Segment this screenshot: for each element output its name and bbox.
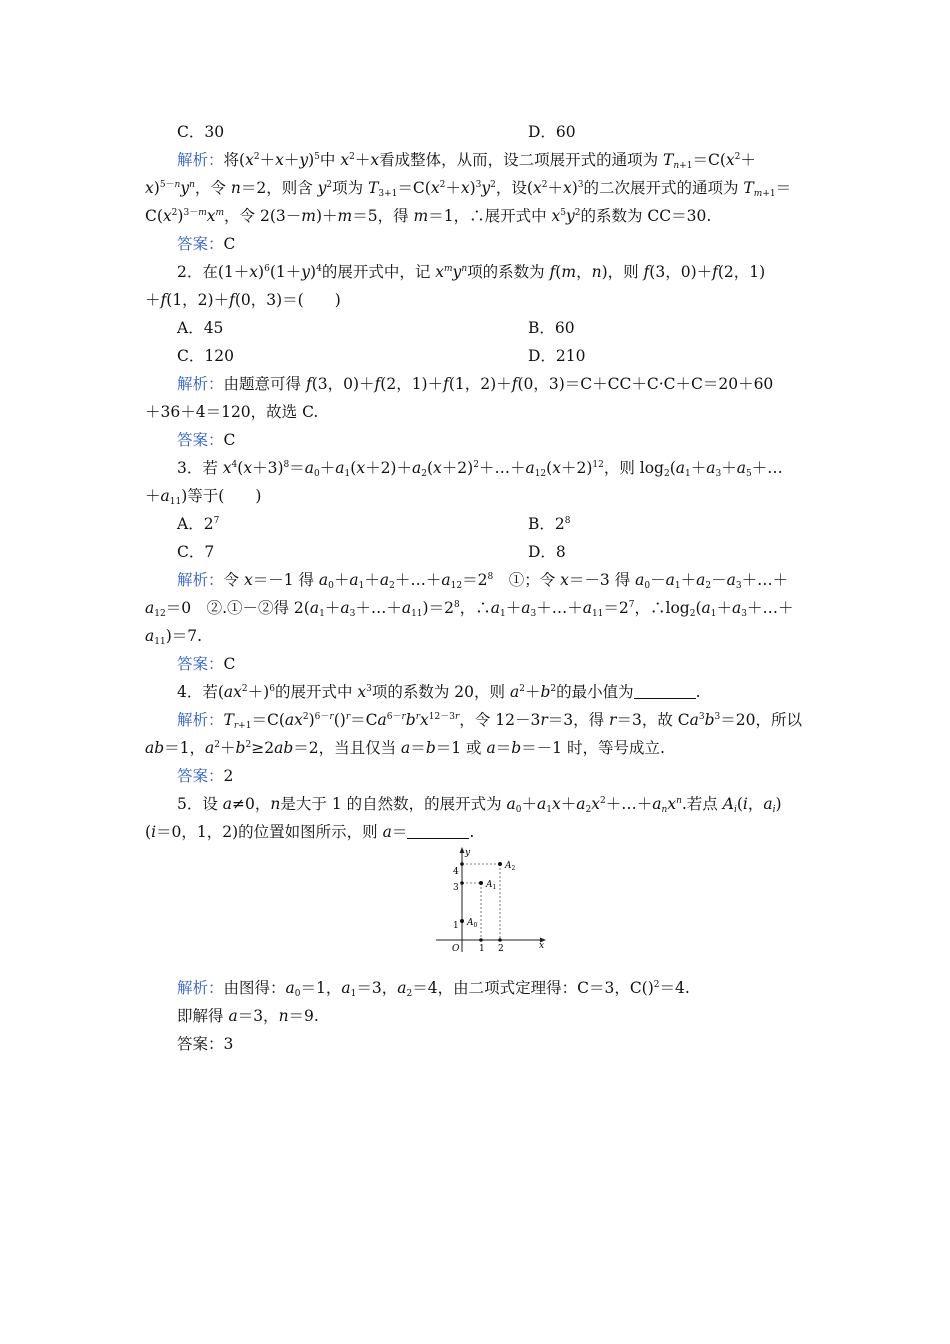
question-3: 3．若 $x^4(x+3)^8=a_0+a_1(x+2)+a_2(x+2)^2+\dots+a_{12}(x+2)^{12}$，则 $\log_2(a_1+a_3+a_5+\dots$ [177, 459, 783, 479]
final-answer: 答案：3 [177, 1035, 234, 1053]
answer-value: C [223, 655, 236, 673]
question-2: 2．在$(1+x)^6(1+y)^4$的展开式中，记 $x^my^n$项的系数为 f(m，n)，则 f(3，0)＋f(2，1) [177, 263, 766, 281]
answer-label: 答案： [177, 767, 224, 785]
analysis-line: $C(x^2)^{3-m}x^m$，令 2(3－m)＋m＝5，得 m＝1，∴展开式中 $x^5y^2$的系数为 CC＝30. [145, 207, 712, 225]
question-5: (i＝0，1，2)的位置如图所示，则 a＝ . [145, 823, 475, 841]
answer-label: 答案： [177, 655, 224, 673]
answer-blank [407, 824, 469, 839]
analysis-label: 解析： [177, 151, 224, 169]
question-2: ＋f(1，2)＋f(0，3)＝( ) [145, 291, 341, 309]
analysis-line: ab＝1，$a^2+b^2\ge 2ab=2$，当且仅当 a＝b＝1 或 a＝b＝－1 时，等号成立. [145, 739, 665, 757]
answer-label: 答案： [177, 431, 224, 449]
answer-line [177, 429, 235, 451]
x-tick-label: 2 [498, 944, 504, 954]
y-tick-label: 1 [453, 921, 459, 931]
option-c: C．7 [177, 543, 215, 561]
analysis-line: $x)^{5-n}y^n$，令 n＝2，则含 $y^2$项为 $T_{3+1}=C(x^2+x)^3y^2$，设$(x^2+x)^3$的二次展开式的通项为 $T_{m+1}=$ [145, 179, 792, 199]
option-a: A．45 [177, 319, 224, 337]
question-4: 4．若$(ax^2+)^6$的展开式中 $x^3$项的系数为 20，则 $a^2+b^2$的最小值为 . [177, 683, 701, 701]
analysis-line: 解析：由图得：$a_0=1$，$a_1=3$，$a_2=4$，由二项式定理得：C＝3，C()$^2$＝4. [177, 979, 690, 999]
y-tick-label: 4 [453, 867, 459, 877]
y-tick-point [460, 881, 464, 885]
option-b: B．$2^8$ [528, 515, 571, 533]
x-tick-label: 1 [479, 944, 485, 954]
answer-line [177, 653, 235, 675]
analysis-label: 解析： [177, 571, 224, 589]
answer-line [177, 233, 235, 255]
question-5: 5．设 a≠0，n是大于 1 的自然数，的展开式为 $a_0+a_1x+a_2x^2+\dots+a_nx^n$.若点 $A_i(i$，$a_i$) [177, 795, 782, 815]
y-tick-label: 3 [453, 883, 459, 893]
analysis-line: $a_{11})=7$. [145, 627, 203, 647]
point-label: $A_0$ [467, 918, 478, 929]
analysis-line: 解析：将$(x^2+x+y)^5$中 $x^2+x$看成整体，从而，设二项展开式的通项为 $T_{n+1}=C(x^2+$ [177, 151, 756, 171]
analysis-line: $a_{12}=0$ ②.①－②得 $2(a_1+a_3+\dots+a_{11})=2^8$，$\therefore a_1+a_3+\dots+a_{11}=2^7$，$\therefore\log_2(a_1+a_3+\dots+$ [145, 599, 794, 619]
point-a1 [479, 881, 483, 885]
origin-label: O [452, 944, 460, 954]
coordinate-figure [432, 842, 550, 954]
option-b: B．60 [528, 319, 575, 337]
point-label: $A_2$ [505, 861, 516, 872]
analysis-line: 解析：令 x＝－1 得 $a_0+a_1+a_2+\dots+a_{12}=2^8$ ①；令 x＝－3 得 $a_0-a_1+a_2-a_3+\dots+$ [177, 571, 789, 591]
point-a0 [460, 919, 464, 923]
answer-value: 2 [223, 767, 234, 785]
option-d: D．60 [528, 123, 576, 141]
x-axis-label: x [539, 941, 545, 951]
analysis-line: ＋36＋4＝120，故选 C. [145, 403, 319, 421]
answer-blank [634, 684, 696, 699]
option-c: C．30 [177, 123, 225, 141]
point-label: $A_1$ [486, 880, 497, 891]
analysis-line: 即解得 a＝3，n＝9. [177, 1007, 319, 1025]
analysis-line: 解析：$T_{r+1}=C(ax^2)^{6-r}()^r=Ca^{6-r}b^rx^{12-3r}$，令 12－3r＝3，得 r＝3，故 $Ca^3b^3=20$，所以 [177, 711, 802, 731]
y-axis-label: y [465, 848, 471, 858]
x-axis [436, 938, 546, 943]
y-tick-point [460, 862, 464, 866]
analysis-label: 解析： [177, 979, 224, 997]
analysis-line: 解析：由题意可得 f(3，0)＋f(2，1)＋f(1，2)＋f(0，3)＝C＋CC＋C·C＋C＝20＋60 [177, 375, 774, 393]
option-a: A．$2^7$ [177, 515, 220, 533]
x-tick-point [498, 938, 502, 942]
analysis-label: 解析： [177, 375, 224, 393]
analysis-label: 解析： [177, 711, 224, 729]
answer-line [177, 765, 233, 787]
answer-value: C [223, 235, 236, 253]
answer-label: 答案： [177, 235, 224, 253]
answer-value: C [223, 431, 236, 449]
option-d: D．8 [528, 543, 566, 561]
point-a2 [498, 862, 502, 866]
option-d: D．210 [528, 347, 586, 365]
option-c: C．120 [177, 347, 234, 365]
question-3: $+a_{11}$)等于( ) [145, 487, 262, 507]
x-tick-point [479, 938, 483, 942]
